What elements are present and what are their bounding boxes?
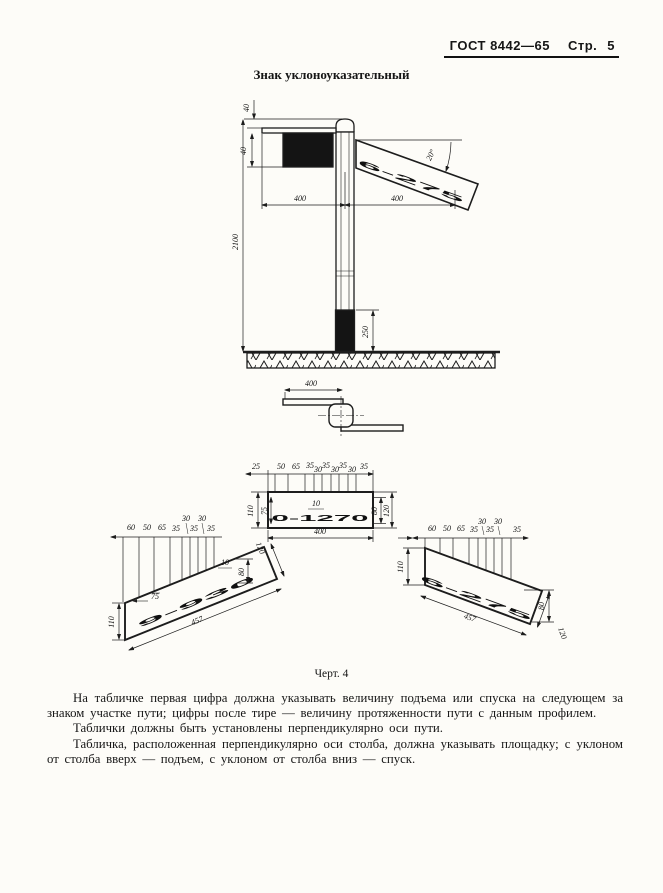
dim-label: 35 xyxy=(339,461,347,470)
plate-descending xyxy=(396,517,569,640)
dim-left-plate-length: 400 xyxy=(294,194,306,203)
dim-label: 25 xyxy=(252,462,260,471)
dim-digit-height: 80 xyxy=(537,602,546,610)
dim-label: 30 xyxy=(478,517,486,526)
plate-ascending-text: 9-930 xyxy=(136,613,159,630)
dim-digit-height: 80 xyxy=(237,568,246,576)
paragraph: Таблички должны быть установлены перпендикулярно оси пути. xyxy=(73,721,443,736)
dim-label: 35 xyxy=(470,525,478,534)
dim-plate-height: 110 xyxy=(396,561,405,573)
paragraph: Табличка, расположенная перпендикулярно оси столба, должна указывать площадку; с уклоном от столба вверх — подъем, с уклоном от столба вниз — спуск. xyxy=(47,736,623,766)
dim-label: 50 xyxy=(143,523,151,532)
dim-digit-height: 75 xyxy=(151,592,159,601)
dim-plate-length: 457 xyxy=(462,611,478,624)
dim-plate-length: 400 xyxy=(314,527,326,536)
dim-cap-height: 40 xyxy=(242,104,251,112)
page-number: 5 xyxy=(607,38,615,53)
dim-label: 35 xyxy=(190,524,198,533)
figure-caption: Черт. 4 xyxy=(314,668,349,680)
dim-dash: 10 xyxy=(221,558,229,567)
dim-label: 30 xyxy=(182,514,190,523)
dim-end-width: 120 xyxy=(253,540,267,556)
ground xyxy=(243,352,500,368)
figure-title: Знак уклоноуказательный xyxy=(253,67,410,82)
dim-end-width: 120 xyxy=(556,625,569,641)
dim-label: 60 xyxy=(127,523,135,532)
dim-label: 30 xyxy=(331,465,339,474)
dim-label: 50 xyxy=(277,462,285,471)
dim-sign-angle: 20° xyxy=(424,147,438,162)
dim-end-width: 120 xyxy=(382,505,391,517)
dim-plate-height: 110 xyxy=(246,505,255,517)
dim-plan-plate-length: 400 xyxy=(305,379,317,388)
dim-label: 60 xyxy=(428,524,436,533)
base-dimension xyxy=(356,310,379,351)
gradient-sign xyxy=(356,140,478,210)
dim-label: 35 xyxy=(306,461,314,470)
dim-label: 35 xyxy=(207,524,215,533)
dim-label: 65 xyxy=(457,524,465,533)
dim-plate-length: 457 xyxy=(189,614,205,628)
dim-plate-height: 110 xyxy=(107,616,116,628)
dim-label: 50 xyxy=(443,524,451,533)
dim-label: 30 xyxy=(198,514,206,523)
sign-text: 6-275 xyxy=(356,157,379,174)
plate-descending-text: 6-275 xyxy=(418,573,442,590)
dim-label: 30 xyxy=(314,465,322,474)
dim-label: 65 xyxy=(158,523,166,532)
plan-view xyxy=(283,379,403,436)
dim-dash: 10 xyxy=(312,499,320,508)
post-base-black-band xyxy=(336,310,355,352)
dim-label: 35 xyxy=(322,461,330,470)
paragraph: На табличке первая цифра должна указывать величину подъема или спуска на следующем за знаком участке пути; цифры после тире — величину протяженности пути с данным профилем. xyxy=(47,691,623,721)
dim-band-height: 40 xyxy=(239,147,248,155)
plate-level xyxy=(246,461,412,542)
dim-label: 35 xyxy=(360,462,368,471)
dim-right-plate-length: 400 xyxy=(391,194,403,203)
left-plate-edge xyxy=(262,128,336,167)
page-label: Стр. xyxy=(567,38,598,53)
dim-label: 30 xyxy=(348,465,356,474)
dim-digit-height: 75 xyxy=(260,507,269,515)
dim-label: 35 xyxy=(486,525,494,534)
plate-level-text: 0-1270 xyxy=(271,514,371,523)
dim-digit-height: 80 xyxy=(370,507,379,515)
dim-post-height: 2100 xyxy=(231,234,240,250)
dim-base-height: 250 xyxy=(361,326,370,338)
plate-ascending xyxy=(107,514,284,650)
dim-label: 35 xyxy=(172,524,180,533)
dim-label: 65 xyxy=(292,462,300,471)
standard-number: ГОСТ 8442—65 xyxy=(449,38,550,53)
plate-black-band xyxy=(283,133,333,167)
dim-label: 35 xyxy=(513,525,521,534)
elevation-view xyxy=(231,100,500,368)
post xyxy=(336,119,355,352)
body-text xyxy=(47,691,623,767)
dim-label: 30 xyxy=(494,517,502,526)
